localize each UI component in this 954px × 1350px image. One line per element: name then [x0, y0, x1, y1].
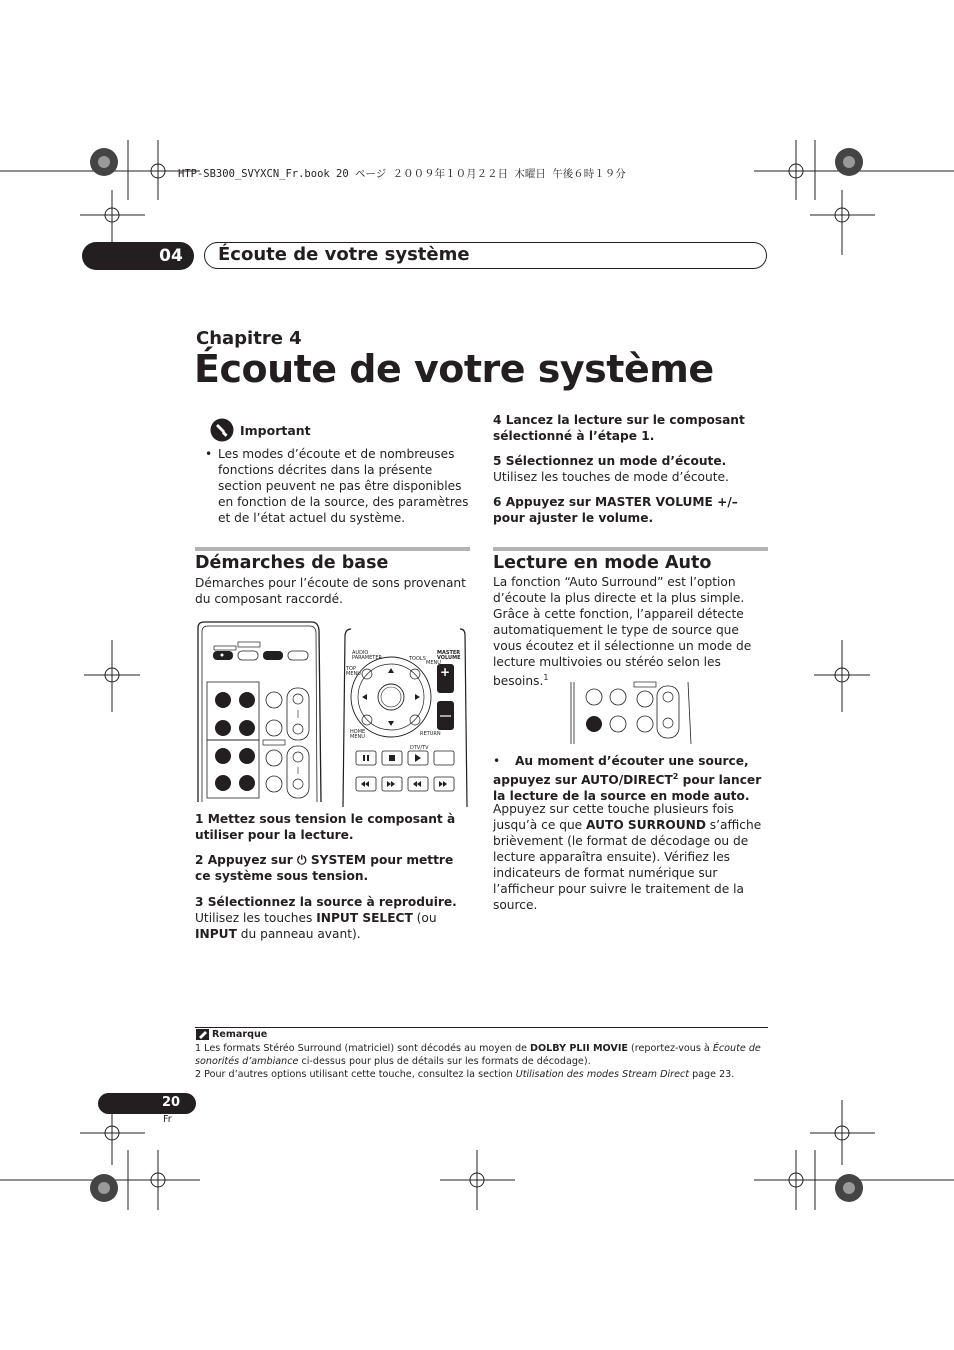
- footnote-1: 1 Les formats Stéréo Surround (matriciel) sont décodés au moyen de DOLBY PLII MOVIE (reportez-vous à Écoute de sonorités d’ambiance ci-dessus pour plus de détails sur les formats de décodage).: [195, 1043, 761, 1067]
- step-4: 4 Lancez la lecture sur le composant sélectionné à l’étape 1.: [493, 413, 745, 443]
- step-1: 1 Mettez sous tension le composant à utiliser pour la lecture.: [195, 812, 456, 842]
- remote-top-menu: TOP MENU: [346, 666, 361, 677]
- remote-dtv-tv: DTV/TV: [410, 745, 429, 751]
- auto-intro: La fonction “Auto Surround” est l’option d’écoute la plus directe et la plus simple. Grâce à cette fonction, l’appareil détecte automatiquement le type de source que vous écoutez et il sélectionne un mode de lecture multivoies ou stéréo selon les besoins.$^1$: [493, 575, 752, 689]
- step-6: 6 Appuyez sur MASTER VOLUME +/– pour ajuster le volume.: [493, 495, 738, 525]
- important-label: Important: [240, 423, 311, 438]
- footnote-2: 2 Pour d’autres options utilisant cette touche, consultez la section Utilisation des modes Stream Direct page 23.: [195, 1069, 735, 1080]
- auto-body: Appuyez sur cette touche plusieurs fois jusqu’à ce que AUTO SURROUND s’affiche brièvement (le format de décodage ou de lecture apparaîtra ensuite). Vérifiez les indicateurs de format numérique sur l’afficheur pour suivre le traitement de la source.: [493, 802, 762, 912]
- remote-menu: MENU: [426, 660, 441, 666]
- auto-bullet-dot: •: [493, 754, 501, 768]
- chapter-number: 04: [159, 246, 183, 266]
- note-icon: [196, 1029, 209, 1040]
- section-heading-auto: Lecture en mode Auto: [493, 553, 712, 573]
- chapter-label: Chapitre 4: [196, 328, 302, 349]
- basics-intro: Démarches pour l’écoute de sons provenant du composant raccordé.: [195, 576, 466, 606]
- remote-tools: TOOLS: [409, 656, 426, 662]
- step-3: 3 Sélectionnez la source à reproduire.: [195, 895, 457, 909]
- front-panel-illustration: [198, 622, 323, 802]
- section-heading-basics: Démarches de base: [195, 553, 389, 573]
- note-label: Remarque: [212, 1029, 268, 1040]
- page-number: 20: [161, 1095, 181, 1110]
- step-2: 2 Appuyez sur ⏻ SYSTEM pour mettre ce système sous tension.: [195, 853, 454, 883]
- auto-bullet: Au moment d’écouter une source, appuyez sur AUTO/DIRECT$^2$ pour lancer la lecture de la source en mode auto.: [493, 754, 762, 804]
- important-icon: [210, 418, 234, 442]
- step-3-body: Utilisez les touches INPUT SELECT (ou INPUT du panneau avant).: [195, 911, 437, 941]
- section-rule-basics: [195, 547, 470, 551]
- remote-audio-parameter: AUDIO PARAMETER: [352, 650, 382, 661]
- step-5: 5 Sélectionnez un mode d’écoute.: [493, 454, 727, 468]
- important-text: Les modes d’écoute et de nombreuses fonctions décrites dans la présente section peuvent ne pas être disponibles en fonction de la source, des paramètres et de l’état actuel du système.: [218, 447, 469, 525]
- remote-return: RETURN: [420, 731, 441, 737]
- power-icon: ⏻: [297, 853, 307, 867]
- page-title: Écoute de votre système: [194, 347, 714, 391]
- bullet-dot: •: [205, 447, 213, 461]
- page-language: Fr: [163, 1114, 172, 1125]
- remote-home-menu: HOME MENU: [350, 729, 366, 740]
- remote-volume-plus: +: [440, 665, 451, 679]
- file-header: HTP-SB300_SVYXCN_Fr.book 20 ページ ２００９年１０月２２日 木曜日 午後６時１９分: [178, 168, 626, 180]
- remote-master-volume: MASTER VOLUME: [437, 650, 461, 661]
- auto-direct-illustration: [569, 680, 693, 744]
- step-5-body: Utilisez les touches de mode d’écoute.: [493, 470, 729, 484]
- chapter-header-title: Écoute de votre système: [218, 244, 470, 265]
- section-rule-auto: [493, 547, 768, 551]
- note-rule: [195, 1027, 768, 1028]
